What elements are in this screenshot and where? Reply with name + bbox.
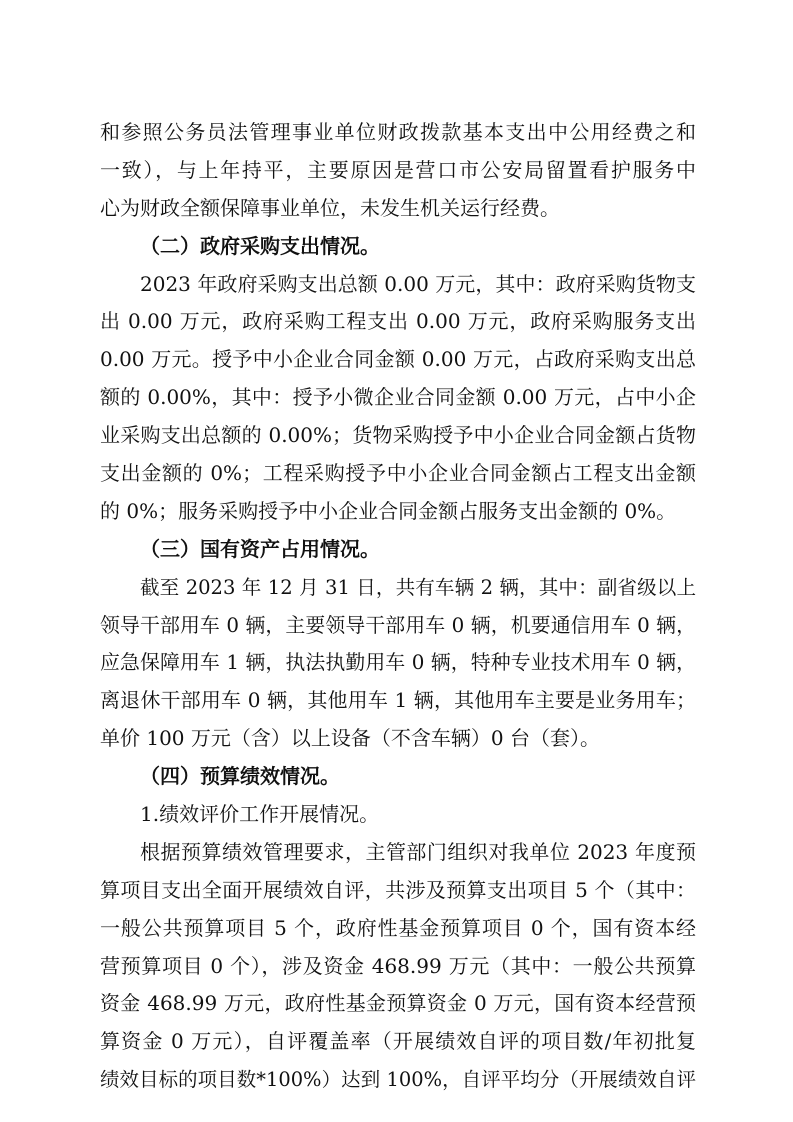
section-heading-performance: （四）预算绩效情况。 [140, 764, 340, 789]
text-line-7: 0.00 万元。授予中小企业合同金额 0.00 万元，占政府采购支出总 [100, 347, 696, 372]
text-line-17: 单价 100 万元（含）以上设备（不含车辆）0 台（套）。 [100, 726, 600, 751]
text-line-22: 一般公共预算项目 5 个，政府性基金预算项目 0 个，国有资本经 [100, 915, 696, 940]
text-line-15: 应急保障用车 1 辆，执法执勤用车 0 辆，特种专业技术用车 0 辆， [100, 651, 696, 675]
text-line-24: 资金 468.99 万元，政府性基金预算资金 0 万元，国有资本经营预 [100, 991, 696, 1016]
text-line-26: 绩效目标的项目数*100%）达到 100%，自评平均分（开展绩效自评 [100, 1068, 696, 1092]
text-line-5: 2023 年政府采购支出总额 0.00 万元，其中：政府采购货物支 [140, 271, 696, 296]
text-line-14: 领导干部用车 0 辆，主要领导干部用车 0 辆，机要通信用车 0 辆， [100, 613, 696, 637]
section-heading-assets: （三）国有资产占用情况。 [140, 536, 380, 561]
text-line-3: 心为财政全额保障事业单位，未发生机关运行经费。 [100, 195, 560, 220]
text-line-20: 根据预算绩效管理要求，主管部门组织对我单位 2023 年度预 [140, 839, 696, 864]
text-line-11: 的 0%；服务采购授予中小企业合同金额占服务支出金额的 0%。 [100, 498, 677, 523]
text-line-8: 额的 0.00%，其中：授予小微企业合同金额 0.00 万元，占中小企 [100, 385, 696, 410]
text-line-9: 业采购支出总额的 0.00%；货物采购授予中小企业合同金额占货物 [100, 423, 696, 448]
text-line-16: 离退休干部用车 0 辆，其他用车 1 辆，其他用车主要是业务用车； [100, 688, 696, 713]
text-line-25: 算资金 0 万元），自评覆盖率（开展绩效自评的项目数/年初批复 [100, 1029, 696, 1054]
text-line-6: 出 0.00 万元，政府采购工程支出 0.00 万元，政府采购服务支出 [100, 309, 696, 334]
document-body [100, 114, 696, 1099]
text-line-21: 算项目支出全面开展绩效自评，共涉及预算支出项目 5 个（其中： [100, 877, 696, 902]
text-line-10: 支出金额的 0%；工程采购授予中小企业合同金额占工程支出金额 [100, 461, 696, 486]
text-line-1: 和参照公务员法管理事业单位财政拨款基本支出中公用经费之和 [100, 120, 696, 144]
section-heading-procurement: （二）政府采购支出情况。 [140, 233, 380, 258]
text-line-13: 截至 2023 年 12 月 31 日，共有车辆 2 辆，其中：副省级以上 [140, 575, 696, 599]
text-line-2: 一致），与上年持平，主要原因是营口市公安局留置看护服务中 [100, 157, 696, 182]
subsection-heading-evaluation: 1.绩效评价工作开展情况。 [140, 802, 380, 827]
text-line-23: 营预算项目 0 个），涉及资金 468.99 万元（其中：一般公共预算 [100, 953, 696, 978]
